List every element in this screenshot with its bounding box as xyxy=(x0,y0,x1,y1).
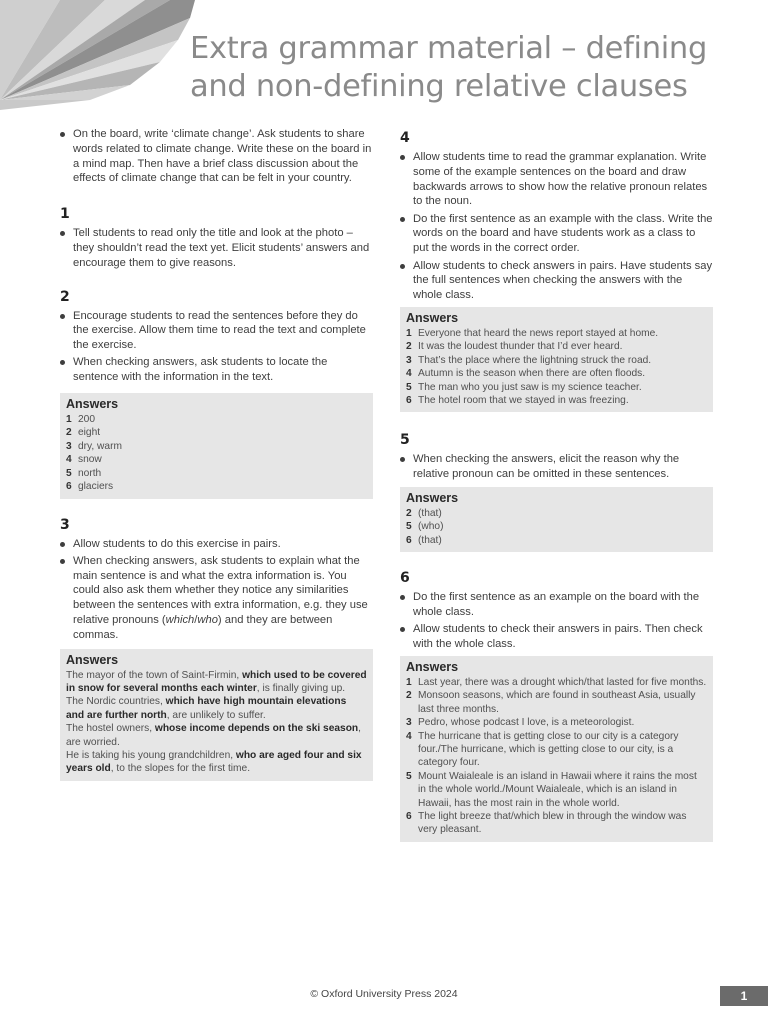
answer-text: glaciers xyxy=(78,481,114,493)
section-5-bullets xyxy=(400,452,713,482)
section-number-2: 2 xyxy=(60,288,70,305)
section-3-bullets xyxy=(60,537,373,643)
section-number-5: 5 xyxy=(400,432,410,449)
page-number: 1 xyxy=(720,986,768,1006)
answer-text: (that) xyxy=(418,508,442,519)
answer-text: The hostel owners, xyxy=(66,723,155,735)
section-number-3: 3 xyxy=(60,516,70,533)
answers-box-2 xyxy=(60,393,373,498)
answer-row xyxy=(406,770,707,810)
answer-text: The hotel room that we stayed in was freezing. xyxy=(418,395,629,406)
answer-text: The light breeze that/which blew in through the window was very pleasant. xyxy=(418,810,687,836)
answer-paragraph xyxy=(66,669,367,696)
bullet-item: Encourage students to read the sentences before they do the exercise. Allow them time to read the text and complete the exercise. xyxy=(60,309,373,353)
bullet-item: On the board, write ‘climate change’. Ask students to share words related to climate change. Write these on the board in a mind map. Then have a brief class discussion about the effects of climate change that can be felt in your country. xyxy=(60,127,373,186)
bullet-text: When checking answers, ask students to explain what the main sentence is and what the extra information is. You could also ask them whether they notice any similarities between the sentences with extra information, e.g. they use relative pronouns ( xyxy=(73,554,368,626)
answer-text: It was the loudest thunder that I’d ever heard. xyxy=(418,341,623,353)
bullet-item: When checking answers, ask students to locate the sentence with the information in the text. xyxy=(60,355,373,385)
answer-paragraph xyxy=(66,695,367,722)
section-number-1: 1 xyxy=(60,206,70,223)
decorative-fan-graphic xyxy=(0,0,200,110)
answers-title: Answers xyxy=(406,491,459,505)
answer-row xyxy=(406,381,707,394)
answer-number: 6 xyxy=(406,395,412,406)
answer-text: Monsoon seasons, which are found in southeast Asia, usually last three months. xyxy=(418,690,696,715)
answer-row xyxy=(406,730,707,770)
answer-text: That’s the place where the lightning struck the road. xyxy=(418,354,652,366)
answer-text: The Nordic countries, xyxy=(66,696,166,708)
answer-row xyxy=(66,453,367,466)
italic-term: which xyxy=(165,613,195,626)
answer-row xyxy=(406,689,707,716)
answers-title: Answers xyxy=(66,397,119,412)
answer-number: 2 xyxy=(406,341,412,353)
page-title xyxy=(190,30,750,106)
slash: / xyxy=(194,613,198,626)
answer-row xyxy=(66,413,367,426)
answer-text: The mayor of the town of Saint-Firmin, xyxy=(66,669,243,681)
answer-text: eight xyxy=(78,427,101,439)
answers-title: Answers xyxy=(66,652,119,667)
answer-row xyxy=(66,440,367,453)
answer-text: Everyone that heard the news report stayed at home. xyxy=(418,327,659,339)
answer-text: north xyxy=(78,467,102,479)
section-number-4: 4 xyxy=(400,130,410,146)
answer-text: dry, warm xyxy=(78,440,122,452)
answer-clause: which used to be covered in snow for several months each winter xyxy=(66,669,367,694)
answer-row xyxy=(406,716,707,729)
answer-text: 200 xyxy=(78,414,95,426)
answer-row xyxy=(406,676,707,689)
answer-text: Last year, there was a drought which/that lasted for five months. xyxy=(418,676,707,688)
page-title-line-1: Extra grammar material – defining xyxy=(190,31,708,66)
section-number-6: 6 xyxy=(400,570,410,587)
answers-box-3 xyxy=(60,649,373,781)
answer-number: 6 xyxy=(66,481,72,493)
answer-number: 5 xyxy=(406,381,412,393)
bullet-item: Do the first sentence as an example with the class. Write the words on the board and have students work as a class to put the words in the correct order. xyxy=(400,212,713,256)
answer-row xyxy=(406,534,707,547)
answer-text: (who) xyxy=(418,521,444,533)
answer-number: 1 xyxy=(406,676,412,688)
answer-clause: who are aged four and six years old xyxy=(66,750,362,775)
answer-row xyxy=(66,467,367,480)
answer-number: 6 xyxy=(406,810,412,822)
answer-number: 4 xyxy=(66,454,72,466)
bullet-item: Allow students to do this exercise in pairs. xyxy=(60,537,373,552)
answer-row xyxy=(406,507,707,520)
answer-number: 3 xyxy=(66,440,72,452)
answer-number: 5 xyxy=(406,770,412,782)
answer-paragraph xyxy=(66,722,367,749)
answer-paragraph xyxy=(66,749,367,776)
italic-term: who xyxy=(197,613,218,626)
answer-text: Pedro, whose podcast I love, is a meteorologist. xyxy=(418,717,635,729)
left-column xyxy=(60,127,373,781)
answer-row xyxy=(66,426,367,439)
answers-title: Answers xyxy=(406,310,459,325)
bullet-text: ) and they are between commas. xyxy=(73,613,333,641)
bullet-item xyxy=(60,554,373,643)
answer-row xyxy=(406,340,707,353)
answer-number: 2 xyxy=(406,508,412,519)
answer-text: He is taking his young grandchildren, xyxy=(66,750,236,762)
section-2-bullets xyxy=(60,309,373,385)
section-1-bullets xyxy=(60,226,373,270)
answer-number: 2 xyxy=(66,427,72,439)
answers-box-5 xyxy=(400,487,713,552)
bullet-item: Allow students time to read the grammar explanation. Write some of the example sentences on the board and draw backwards arrows to show how the relative pronoun relates to the noun. xyxy=(400,150,713,209)
answer-text: Autumn is the season when there are often floods. xyxy=(418,368,646,380)
answer-number: 3 xyxy=(406,354,412,366)
answer-text: , are worried. xyxy=(66,723,361,748)
answer-row xyxy=(406,367,707,380)
answer-row xyxy=(406,354,707,367)
answer-row xyxy=(406,394,707,407)
answer-number: 4 xyxy=(406,730,412,742)
answer-number: 1 xyxy=(66,414,72,426)
answer-clause: whose income depends on the ski season xyxy=(154,723,359,735)
answers-box-6 xyxy=(400,656,713,842)
answer-text: , are unlikely to suffer. xyxy=(166,709,266,721)
answer-text: Mount Waialeale is an island in Hawaii where it rains the most in the whole world./Mount Waialeale, which is an island in Hawaii, has the most rain in the whole world. xyxy=(418,770,697,809)
answer-text: , to the slopes for the first time. xyxy=(110,763,251,775)
bullet-item: Tell students to read only the title and look at the photo – they shouldn’t read the text yet. Elicit students’ answers and encourage them to give reasons. xyxy=(60,226,373,270)
answer-text: The hurricane that is getting close to our city is a category four./The hurricane, which is getting close to our city, is a category four. xyxy=(418,730,679,769)
bullet-item: Do the first sentence as an example on the board with the whole class. xyxy=(400,590,713,620)
section-6-bullets xyxy=(400,590,713,652)
answer-number: 5 xyxy=(406,521,412,533)
answer-number: 4 xyxy=(406,368,412,380)
answer-number: 6 xyxy=(406,534,412,546)
intro-bullets xyxy=(60,127,373,186)
bullet-item: Allow students to check answers in pairs. Have students say the full sentences when checking the answers with the whole class. xyxy=(400,259,713,303)
answer-text: , is finally giving up. xyxy=(256,682,346,694)
page-title-line-2: and non-defining relative clauses xyxy=(190,69,688,104)
answer-text: (that) xyxy=(418,534,442,546)
right-column xyxy=(400,127,713,842)
answer-clause: which have high mountain elevations and are further north xyxy=(66,696,347,721)
answer-row xyxy=(406,810,707,837)
answer-number: 2 xyxy=(406,690,412,702)
answer-number: 1 xyxy=(406,327,412,339)
answer-row xyxy=(406,327,707,340)
answers-box-4 xyxy=(400,307,713,412)
bullet-item: Allow students to check their answers in pairs. Then check with the whole class. xyxy=(400,622,713,652)
answer-number: 3 xyxy=(406,717,412,729)
answer-row xyxy=(406,520,707,533)
answers-title: Answers xyxy=(406,659,459,674)
section-4-bullets xyxy=(400,150,713,303)
bullet-item: When checking the answers, elicit the reason why the relative pronoun can be omitted in these sentences. xyxy=(400,452,713,482)
footer-copyright: © Oxford University Press 2024 xyxy=(310,988,458,1000)
answer-text: The man who you just saw is my science teacher. xyxy=(418,381,642,393)
answer-row xyxy=(66,480,367,493)
answer-number: 5 xyxy=(66,467,72,479)
answer-text: snow xyxy=(78,454,102,466)
